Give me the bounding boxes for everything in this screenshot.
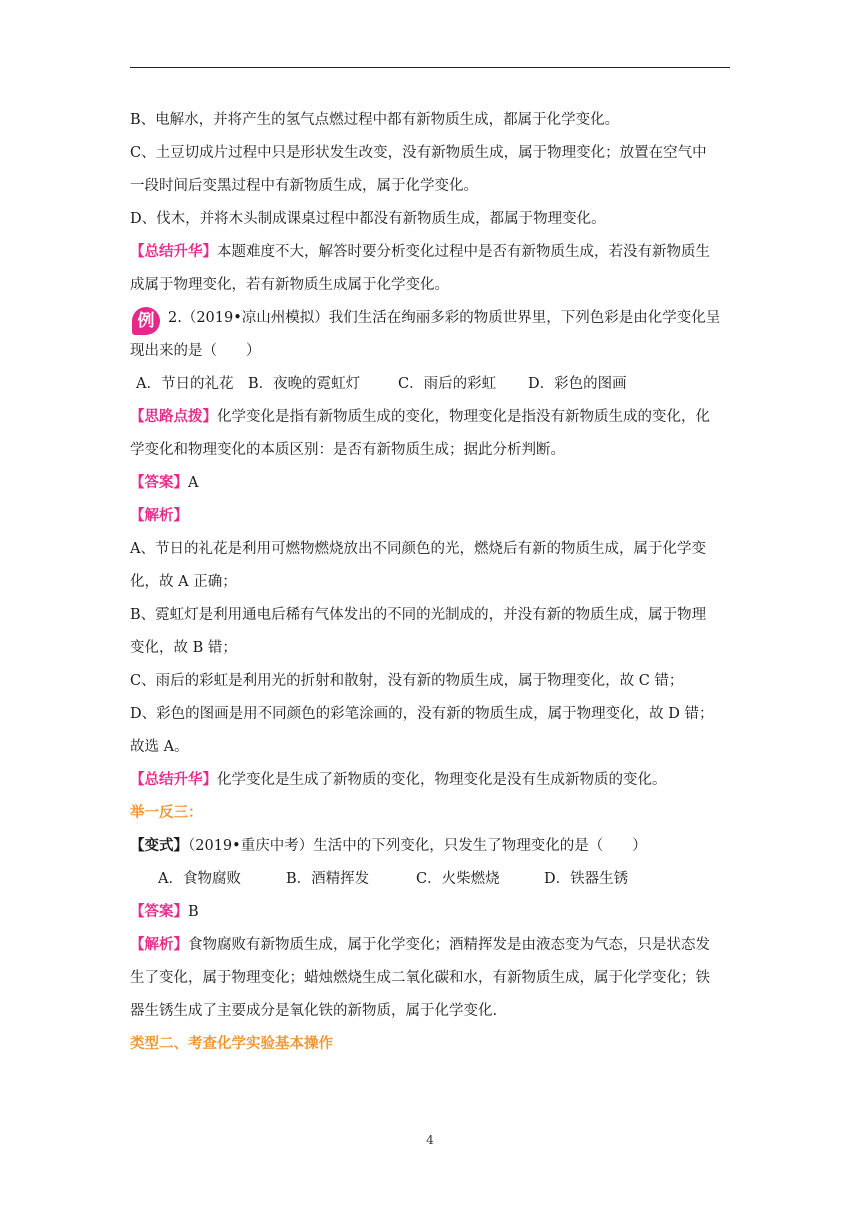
analysis-label: 【解析】 (130, 937, 188, 953)
variant-options (130, 863, 730, 896)
text-line: 器生锈生成了主要成分是氧化铁的新物质，属于化学变化. (130, 1003, 498, 1019)
text-line: C、雨后的彩虹是利用光的折射和散射，没有新的物质生成，属于物理变化，故 C 错； (130, 673, 684, 689)
option-d: D．铁器生锈 (544, 871, 629, 887)
hint-line (130, 401, 730, 434)
text-line: D、伐木，并将木头制成课桌过程中都没有新物质生成，都属于物理变化。 (130, 211, 606, 227)
answer-value: A (188, 475, 199, 491)
header-rule (130, 67, 730, 68)
hint-text: 化学变化是指有新物质生成的变化，物理变化是指没有新物质生成的变化，化 (217, 409, 710, 425)
question-options (130, 368, 730, 401)
answer-label: 【答案】 (130, 475, 188, 491)
text-line: 学变化和物理变化的本质区别：是否有新物质生成；据此分析判断。 (130, 442, 565, 458)
answer-line (130, 467, 730, 500)
option-c: C．火柴燃烧 (416, 871, 500, 887)
section-heading: 类型二、考查化学实验基本操作 (130, 1036, 333, 1052)
option-b: B．夜晚的霓虹灯 (248, 376, 361, 392)
text-line: B、霓虹灯是利用通电后稀有气体发出的不同的光制成的，并没有新的物质生成，属于物理 (130, 607, 707, 623)
question-line: 2.（2019•凉山州模拟）我们生活在绚丽多彩的物质世界里，下列色彩是由化学变化呈 (168, 310, 721, 326)
example-badge: 例 (132, 307, 160, 335)
text-line: 故选 A。 (130, 739, 189, 755)
analysis-heading (130, 500, 730, 533)
answer-line (130, 896, 730, 929)
text-line: A、节日的礼花是利用可燃物燃烧放出不同颜色的光，燃烧后有新的物质生成，属于化学变 (130, 541, 706, 557)
text-line: B、电解水，并将产生的氢气点燃过程中都有新物质生成，都属于化学变化。 (130, 112, 620, 128)
option-b: B．酒精挥发 (286, 871, 370, 887)
analysis-text: 食物腐败有新物质生成，属于化学变化；酒精挥发是由液态变为气态，只是状态发 (188, 937, 710, 953)
document-body (130, 104, 730, 1061)
page-number: 4 (426, 1133, 434, 1147)
option-a: A．节日的礼花 (136, 376, 234, 392)
question-line: 现出来的是（ ） (130, 343, 261, 359)
text-line: 成属于物理变化，若有新物质生成属于化学变化。 (130, 277, 449, 293)
analysis-line (130, 929, 730, 962)
option-a: A．食物腐败 (158, 871, 241, 887)
summary-line (130, 236, 730, 269)
text-line: D、彩色的图画是用不同颜色的彩笔涂画的，没有新的物质生成，属于物理变化，故 D 错； (130, 706, 714, 722)
answer-value: B (188, 904, 199, 920)
text-line: 变化，故 B 错； (130, 640, 237, 656)
option-c: C．雨后的彩虹 (398, 376, 497, 392)
hint-label: 【思路点拨】 (130, 409, 217, 425)
summary-label: 【总结升华】 (130, 244, 217, 260)
analysis-label: 【解析】 (130, 508, 188, 524)
text-line: 生了变化，属于物理变化；蜡烛燃烧生成二氧化碳和水，有新物质生成，属于化学变化；铁 (130, 970, 710, 986)
variant-line (130, 830, 730, 863)
summary-label: 【总结升华】 (130, 772, 217, 788)
text-line: C、土豆切成片过程中只是形状发生改变，没有新物质生成，属于物理变化；放置在空气中 (130, 145, 707, 161)
variant-label: 【变式】 (130, 838, 188, 854)
answer-label: 【答案】 (130, 904, 188, 920)
variant-text: （2019•重庆中考）生活中的下列变化，只发生了物理变化的是（ ） (188, 838, 647, 854)
summary-line (130, 764, 730, 797)
summary-text: 化学变化是生成了新物质的变化，物理变化是没有生成新物质的变化。 (217, 772, 667, 788)
text-line: 化，故 A 正确； (130, 574, 237, 590)
option-d: D．彩色的图画 (528, 376, 627, 392)
summary-text: 本题难度不大，解答时要分析变化过程中是否有新物质生成，若没有新物质生 (217, 244, 710, 260)
text-line: 一段时间后变黑过程中有新物质生成，属于化学变化。 (130, 178, 478, 194)
practice-heading: 举一反三： (130, 805, 203, 821)
